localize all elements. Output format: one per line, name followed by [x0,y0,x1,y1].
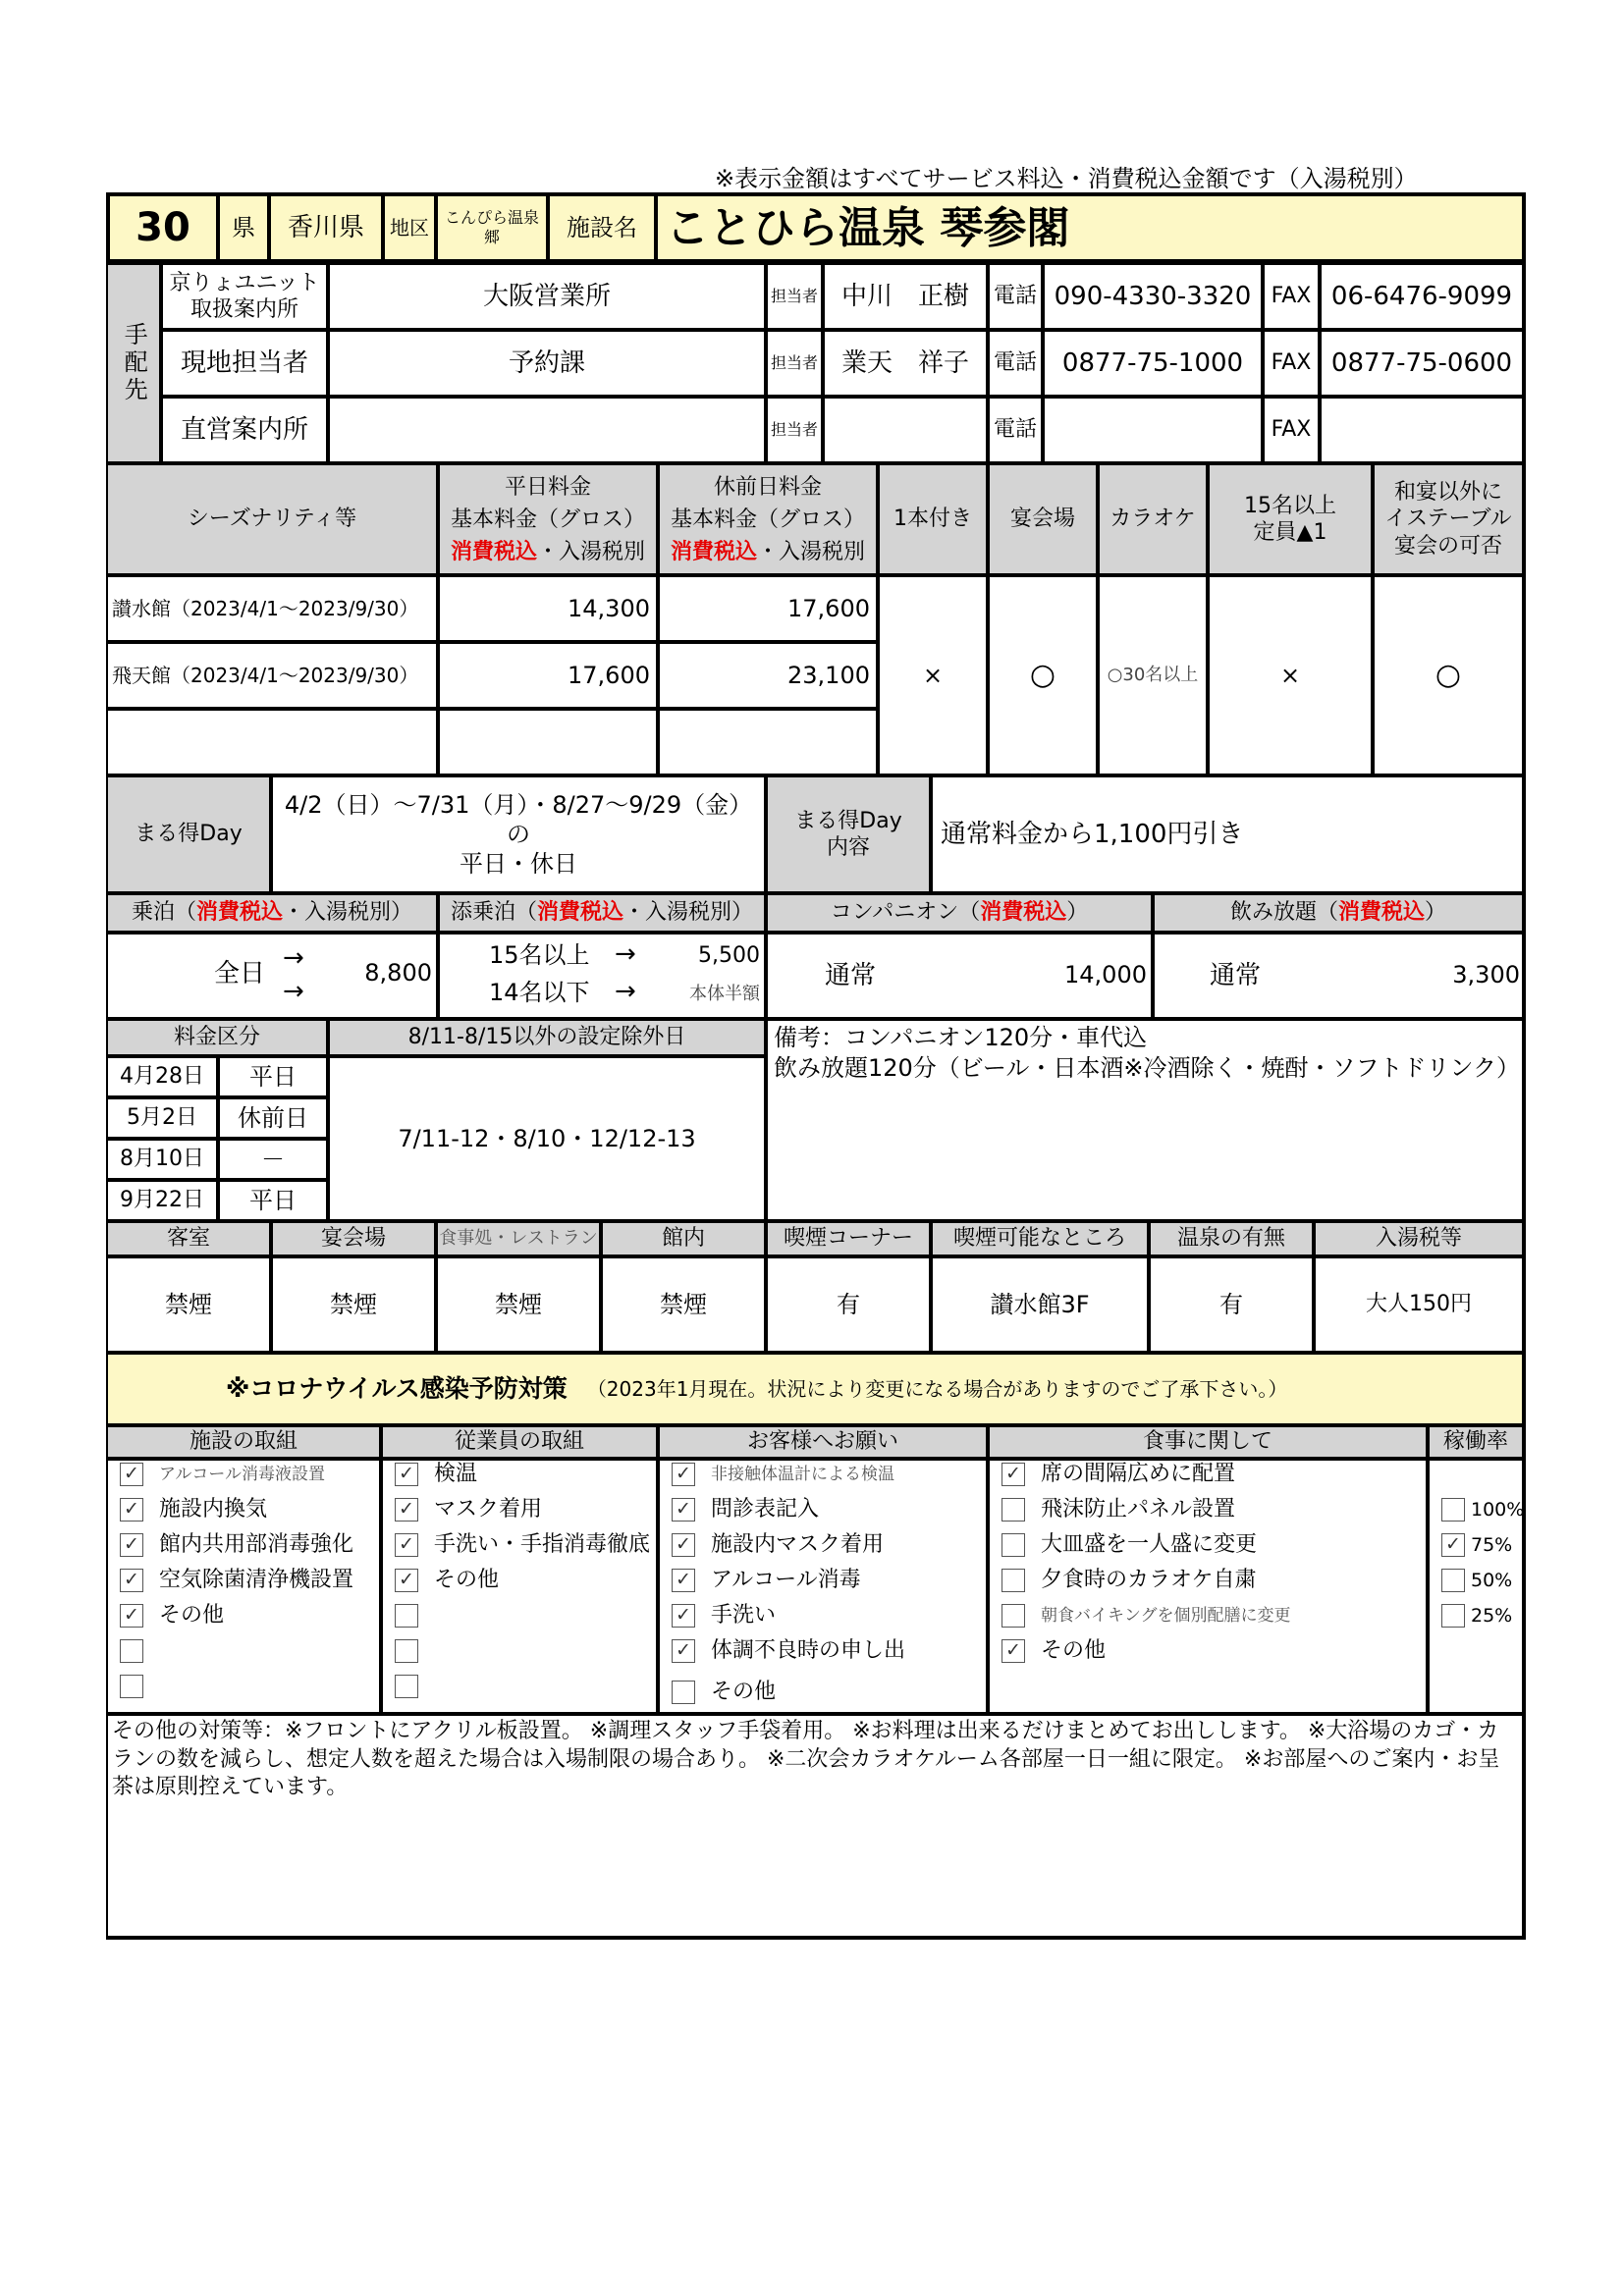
measure-label: 25% [1471,1605,1513,1627]
fee-class-header: 料金区分 [106,1019,328,1056]
nomi-price: 3,300 [1452,961,1520,988]
fax: 0877-75-0600 [1320,330,1526,397]
measure-checkbox[interactable] [1001,1498,1025,1522]
measure-label: 50% [1471,1570,1513,1591]
smoke-header-banquet: 宴会場 [271,1221,436,1256]
measure-label: 75% [1471,1534,1513,1556]
measure-checkbox[interactable]: ✓ [672,1604,695,1628]
weekday-header: 平日料金 基本料金（グロス） 消費税込・入湯税別 [438,463,658,575]
measure-checkbox[interactable] [1441,1498,1465,1522]
karaoke-value: ○30名以上 [1098,575,1208,775]
companion-cell [766,933,1153,1019]
corona-banner [106,1353,1526,1425]
measure-label: 手洗い [711,1603,777,1628]
marutoku-dates: 4/2（日）～7/31（月）・8/27～9/29（金）の 平日・休日 [271,775,766,893]
smoke-header-corner: 喫煙コーナー [766,1221,931,1256]
measure-label: アルコール消毒 [711,1568,861,1592]
handling-office-label: 京りょユニット 取扱案内所 [161,263,328,330]
handling-office: 大阪営業所 [328,263,766,330]
measure-checkbox[interactable] [120,1675,143,1698]
measure-checkbox[interactable]: ✓ [672,1463,695,1486]
person-name: 中川 正樹 [823,263,988,330]
pref-label: 県 [218,192,269,263]
arrangement-label: 手配先 [106,263,161,463]
measure-checkbox[interactable] [1001,1569,1025,1592]
measure-label: 夕食時のカラオケ自粛 [1041,1568,1257,1592]
companion-name: 通常 [825,961,877,990]
measure-checkbox[interactable]: ✓ [395,1498,418,1522]
nomi-name: 通常 [1210,961,1262,990]
measure-checkbox[interactable]: ✓ [395,1463,418,1486]
measure-checkbox[interactable]: ✓ [395,1569,418,1592]
facility-label: 施設名 [548,192,656,263]
karaoke-header: カラオケ [1098,463,1208,575]
measures-header-facility: 施設の取組 [106,1425,381,1459]
measure-label: 席の間隔広めに配置 [1041,1462,1236,1486]
marutoku-content: 通常料金から1,100円引き [931,775,1526,893]
corona-note: （2023年1月現在。状況により変更になる場合がありますのでご了承下さい。） [586,1376,1288,1401]
onsen-value: 有 [1149,1256,1314,1353]
measure-label: 大皿盛を一人盛に変更 [1041,1532,1258,1557]
nomihoudai-cell [1153,933,1526,1019]
smoke-room: 禁煙 [106,1256,271,1353]
facility-number: 30 [106,192,218,263]
smoke-header-allowed: 喫煙可能なところ [931,1221,1149,1256]
measure-label: マスク着用 [434,1497,543,1522]
measure-label: アルコール消毒液設置 [159,1465,325,1484]
measure-checkbox[interactable]: ✓ [1441,1533,1465,1557]
arrow-icon: → [283,943,304,973]
bottle-header: 1本付き [878,463,988,575]
soe-price-2: 本体半額 [689,984,760,1004]
facility-name: ことひら温泉 琴参閣 [656,192,1526,263]
local-contact-label: 現地担当者 [161,330,328,397]
holiday-price-empty [658,709,878,775]
measure-checkbox[interactable]: ✓ [120,1533,143,1557]
onsen-header: 温泉の有無 [1149,1221,1314,1256]
fee-date: 9月22日 [106,1180,218,1221]
measure-checkbox[interactable] [1001,1604,1025,1628]
table-banquet-value: ○ [1373,575,1526,775]
measure-label: 非接触体温計による検温 [711,1465,894,1484]
holiday-price: 17,600 [658,575,878,642]
fifteen-value: × [1208,575,1373,775]
measure-checkbox[interactable] [1441,1604,1465,1628]
season-header: シーズナリティ等 [106,463,438,575]
season-row: 飛天館（2023/4/1～2023/9/30） [106,642,438,709]
measure-label: 空気除菌清浄機設置 [159,1568,354,1592]
fax-label: FAX [1263,263,1320,330]
measure-checkbox[interactable] [395,1604,418,1628]
fee-date: 8月10日 [106,1139,218,1180]
tel: 0877-75-1000 [1043,330,1263,397]
measure-label: その他 [711,1680,777,1704]
measure-label: 朝食バイキングを個別配膳に変更 [1041,1606,1291,1626]
exclusion-dates: 7/11-12・8/10・12/12-13 [328,1056,766,1221]
weekday-price: 14,300 [438,575,658,642]
local-office: 予約課 [328,330,766,397]
season-row: 讃水館（2023/4/1～2023/9/30） [106,575,438,642]
measure-checkbox[interactable]: ✓ [672,1639,695,1663]
tel-label: 電話 [988,397,1043,463]
tel: 090-4330-3320 [1043,263,1263,330]
jouhaku-name: 全日 [214,959,266,988]
holiday-header: 休前日料金 基本料金（グロス） 消費税込・入湯税別 [658,463,878,575]
direct-office [328,397,766,463]
jouhaku-cell [106,933,438,1019]
measure-checkbox[interactable] [1001,1533,1025,1557]
measure-checkbox[interactable]: ✓ [395,1533,418,1557]
fax: 06-6476-9099 [1320,263,1526,330]
arrow-icon: → [283,977,304,1006]
smoke-banquet: 禁煙 [271,1256,436,1353]
smoke-corner: 有 [766,1256,931,1353]
smoke-allowed: 讃水館3F [931,1256,1149,1353]
measures-header-staff: 従業員の取組 [381,1425,658,1459]
smoke-inside: 禁煙 [601,1256,766,1353]
tax-note: ※表示金額はすべてサービス料込・消費税込金額です（入湯税別） [715,165,1418,192]
measure-checkbox[interactable]: ✓ [1001,1639,1025,1663]
table-banquet-header: 和宴以外に イステーブル 宴会の可否 [1373,463,1526,575]
soe-price-1: 5,500 [698,943,760,968]
prefecture: 香川県 [269,192,383,263]
weekday-price: 17,600 [438,642,658,709]
banquet-header: 宴会場 [988,463,1098,575]
bath-tax-value: 大人150円 [1314,1256,1526,1353]
arrow-icon: → [615,977,636,1006]
fax-label: FAX [1263,330,1320,397]
measure-checkbox[interactable] [672,1681,695,1704]
person-label: 担当者 [766,263,823,330]
soejouhaku-header: 添乗泊 （ 消費税込 ・入湯税別 ） [438,893,766,933]
person-label: 担当者 [766,397,823,463]
area: こんぴら温泉郷 [436,192,548,263]
measure-label: 100% [1471,1499,1525,1521]
smoke-header-restaurant: 食事処・レストラン [436,1221,601,1256]
fee-type: 平日 [218,1056,328,1097]
measure-label: その他 [159,1603,225,1628]
measure-checkbox[interactable] [120,1639,143,1663]
measure-label: 体調不良時の申し出 [711,1638,906,1663]
soe-label-2: 14名以下 [489,979,590,1006]
tel [1043,397,1263,463]
fifteen-header: 15名以上 定員▲1 [1208,463,1373,575]
marutoku-content-label: まる得Day 内容 [766,775,931,893]
remarks: 備考：コンパニオン120分・車代込 飲み放題120分（ビール・日本酒※冷酒除く・焼酎・ソフトドリンク） [766,1019,1526,1221]
holiday-price: 23,100 [658,642,878,709]
companion-price: 14,000 [1064,961,1147,988]
marutoku-label: まる得Day [106,775,271,893]
fee-type: 休前日 [218,1097,328,1139]
jouhaku-header: 乗泊 （ 消費税込 ・入湯税別 ） [106,893,438,933]
measure-checkbox[interactable]: ✓ [1001,1463,1025,1486]
measure-checkbox[interactable]: ✓ [120,1569,143,1592]
fax [1320,397,1526,463]
measure-checkbox[interactable]: ✓ [672,1533,695,1557]
arrow-icon: → [615,939,636,969]
measure-label: 飛沫防止パネル設置 [1041,1497,1236,1522]
fax-label: FAX [1263,397,1320,463]
measure-label: 館内共用部消毒強化 [159,1532,354,1557]
bath-tax-header: 入湯税等 [1314,1221,1526,1256]
smoke-header-room: 客室 [106,1221,271,1256]
measure-checkbox[interactable]: ✓ [672,1569,695,1592]
smoke-header-inside: 館内 [601,1221,766,1256]
season-row-empty [106,709,438,775]
measure-label: その他 [1041,1638,1107,1663]
soejouhaku-cell [438,933,766,1019]
measure-checkbox[interactable]: ✓ [120,1498,143,1522]
measure-label: 施設内換気 [159,1497,268,1522]
smoke-restaurant: 禁煙 [436,1256,601,1353]
measure-checkbox[interactable] [395,1639,418,1663]
exclusion-header: 8/11-8/15以外の設定除外日 [328,1019,766,1056]
direct-office-label: 直営案内所 [161,397,328,463]
fee-type: － [218,1139,328,1180]
measure-checkbox[interactable]: ✓ [672,1498,695,1522]
measure-label: 施設内マスク着用 [711,1532,885,1557]
measure-checkbox[interactable] [1441,1569,1465,1592]
fee-date: 5月2日 [106,1097,218,1139]
banquet-value: ○ [988,575,1098,775]
measure-label: その他 [434,1568,500,1592]
person-name: 業天 祥子 [823,330,988,397]
jouhaku-price: 8,800 [364,959,432,987]
measure-label: 検温 [434,1462,478,1486]
measures-header-occupancy: 稼働率 [1428,1425,1526,1459]
fee-date: 4月28日 [106,1056,218,1097]
tel-label: 電話 [988,263,1043,330]
companion-header: コンパニオン （ 消費税込 ） [766,893,1153,933]
measure-checkbox[interactable]: ✓ [120,1604,143,1628]
measure-checkbox[interactable] [395,1675,418,1698]
measure-checkbox[interactable]: ✓ [120,1463,143,1486]
person-name [823,397,988,463]
measure-label: 手洗い・手指消毒徹底 [434,1532,651,1557]
area-label: 地区 [383,192,436,263]
measures-header-guests: お客様へお願い [658,1425,988,1459]
measure-label: 問診表記入 [711,1497,820,1522]
person-label: 担当者 [766,330,823,397]
soe-label-1: 15名以上 [489,941,590,969]
other-measures: その他の対策等：※フロントにアクリル板設置。 ※調理スタッフ手袋着用。 ※お料理は出来るだけまとめてお出しします。 ※大浴場のカゴ・カランの数を減らし、想定人数を超えた場合は入場制限の場合あり。 ※二次会カラオケルーム各部屋一日一組に限定。 ※お部屋へのご案内・お呈茶は原則控えています。 [106,1714,1526,1940]
corona-title: ※コロナウイルス感染予防対策 [226,1374,568,1404]
bottle-value: × [878,575,988,775]
tel-label: 電話 [988,330,1043,397]
nomihoudai-header: 飲み放題 （ 消費税込 ） [1153,893,1526,933]
measures-header-meals: 食事に関して [988,1425,1428,1459]
weekday-price-empty [438,709,658,775]
fee-type: 平日 [218,1180,328,1221]
